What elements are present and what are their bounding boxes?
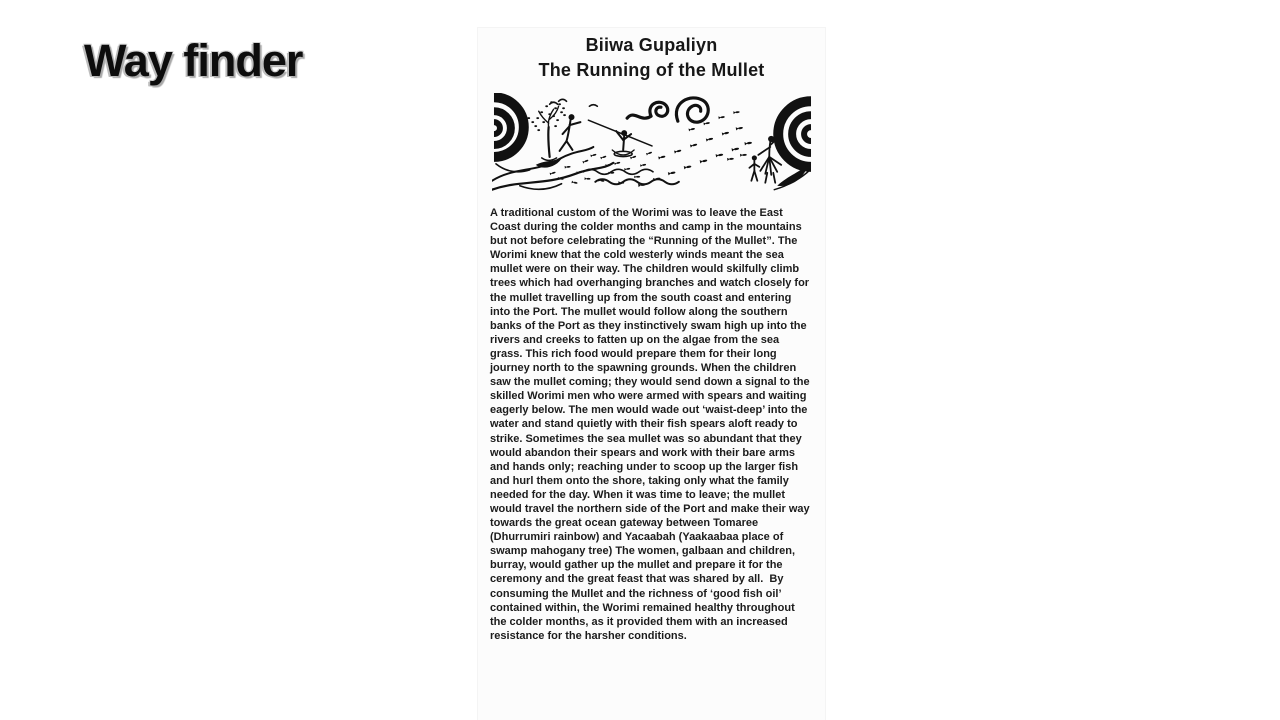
page-title: Way finder — [84, 35, 303, 86]
spiral-rings-right-icon — [774, 101, 811, 189]
spiral-rings-left-icon — [493, 97, 523, 157]
lookout-person-icon — [559, 114, 580, 151]
flyer-title-line2: The Running of the Mullet — [538, 60, 765, 80]
spear-fisher-icon — [588, 120, 652, 156]
flyer-title-line1: Biiwa Gupaliyn — [585, 35, 718, 55]
mullet-run-illustration-image — [492, 93, 812, 195]
flyer-body-text: A traditional custom of the Worimi was to leave the East Coast during the colder months and camp in the mountains but not before celebrating the “Running of the Mullet”. The Worimi knew that the cold westerly winds meant the sea mullet were on their way. The children would skilfully climb trees which had overhanging branches and watch closely for the mullet travelling up from the south coast and entering into the Port. The mullet would follow along the southern banks of the Port as they instinctively swam high up into the rivers and creeks to fatten up on the algae from the sea grass. This rich food would prepare them for their long journey north to the spawning grounds. When the children saw the mullet coming; they would send down a signal to the skilled Worimi men who were armed with spears and waiting eagerly below. The men would wade out ‘waist-deep’ into the water and stand quietly with their fish spears aloft ready to strike. Sometimes the sea mullet was so abundant that they would abandon their spears and work with their bare arms and hands only; reaching under to scoop up the larger fish and hurl them onto the shore, taking only what the family needed for the day. When it was time to leave; the mullet would travel the northern side of the Port and make their way towards the great ocean gateway between Tomaree (Dhurrumiri rainbow) and Yacaabah (Yaakaabaa place of swamp mahogany tree) The women, galbaan and children, burray, would gather up the mullet and prepare it for the ceremony and the great feast that was shared by all. By consuming the Mullet and the richness of ‘good fish oil’ contained within, the Worimi remained healthy throughout the colder months, as it provided them with an increased resistance for the harsher conditions. — [490, 207, 813, 642]
flyer-panel — [478, 28, 825, 720]
water-waves-icon — [583, 169, 678, 184]
flyer-title — [489, 33, 814, 83]
wind-swirls-icon — [627, 98, 708, 122]
birds-icon — [549, 99, 597, 106]
